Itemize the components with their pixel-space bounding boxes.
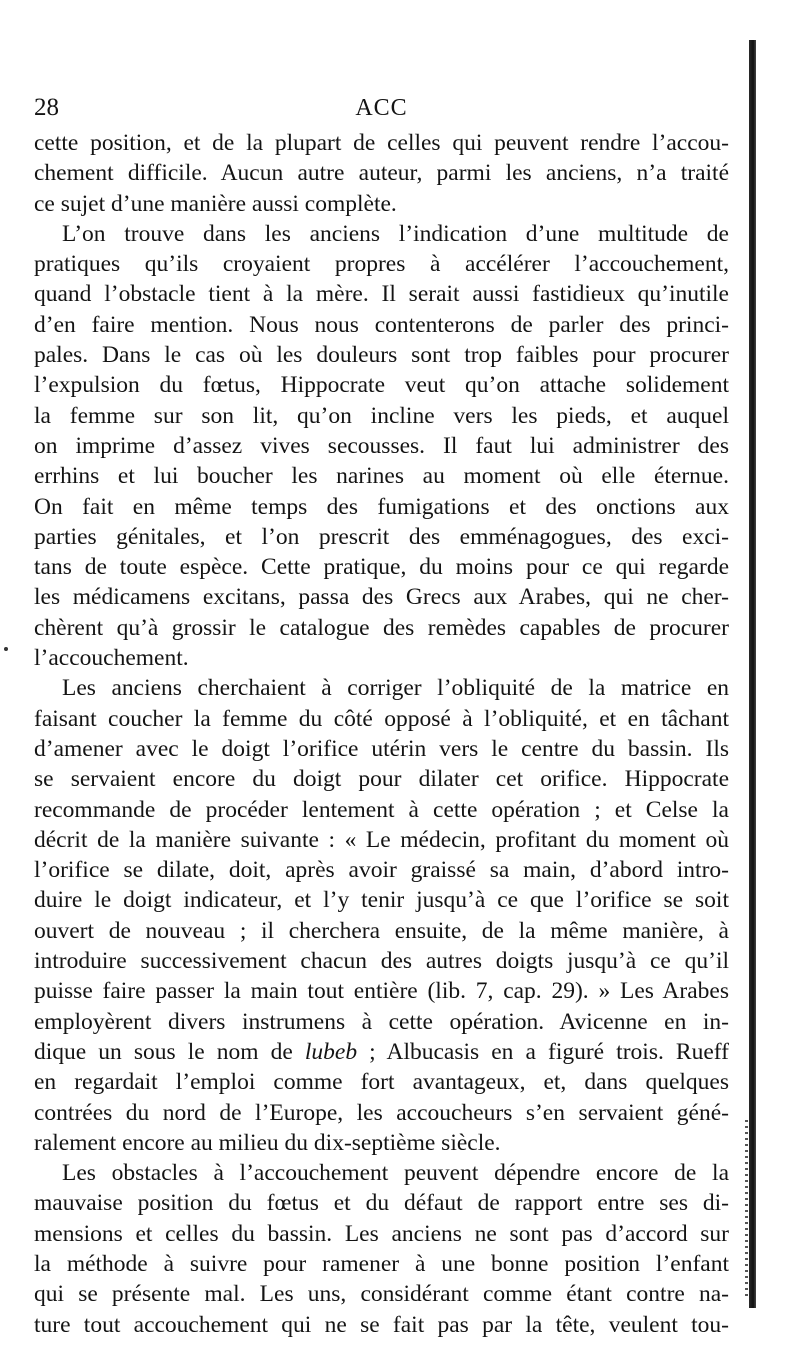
text-line: faisant coucher la femme du côté opposé à l’obliquité, et en tâchant — [34, 705, 729, 732]
text-line: pratiques qu’ils croyaient propres à accélérer l’accouchement, — [34, 251, 729, 278]
body-text — [34, 128, 729, 1340]
text-line: Les anciens cherchaient à corriger l’obliquité de la matrice en — [62, 675, 729, 702]
text-line: puisse faire passer la main tout entière (lib. 7, cap. 29). » Les Arabes — [34, 978, 729, 1005]
paragraph-2 — [34, 219, 729, 673]
text-line: duire le doigt indicateur, et l’y tenir jusqu’à ce que l’orifice se soit — [34, 887, 729, 914]
text-line: quand l’obstacle tient à la mère. Il serait aussi fastidieux qu’inutile — [34, 281, 729, 308]
text-line: en regardait l’emploi comme fort avantageux, et, dans quelques — [34, 1069, 729, 1096]
text-line: parties génitales, et l’on prescrit des emménagogues, des exci- — [34, 523, 729, 550]
text-line: se servaient encore du doigt pour dilater cet orifice. Hippocrate — [34, 766, 729, 793]
text-line: d’amener avec le doigt l’orifice utérin vers le centre du bassin. Ils — [34, 735, 729, 762]
text-line: l’expulsion du fœtus, Hippocrate veut qu’on attache solidement — [34, 372, 729, 399]
text-line: introduire successivement chacun des autres doigts jusqu’à ce qu’il — [34, 948, 729, 975]
text-line: ralement encore au milieu du dix-septième siècle. — [34, 1129, 501, 1156]
text-line: tans de toute espèce. Cette pratique, du moins pour ce qui regarde — [34, 554, 729, 581]
page-header — [34, 90, 729, 126]
text-line: d’en faire mention. Nous nous contenterons de parler des princi- — [34, 311, 729, 338]
text-line: pales. Dans le cas où les douleurs sont trop faibles pour procurer — [34, 342, 729, 369]
text-line: mauvaise position du fœtus et du défaut de rapport entre ses di- — [34, 1190, 729, 1217]
italic-term: lubeb — [304, 1038, 358, 1065]
text-line: l’accouchement. — [34, 645, 189, 672]
running-head: ACC — [355, 95, 408, 121]
scan-dot-mark — [4, 647, 8, 651]
text-line: on imprime d’assez vives secousses. Il faut lui administrer des — [34, 432, 729, 459]
text-line: errhins et lui boucher les narines au moment où elle éternue. — [34, 463, 729, 490]
text-line: L’on trouve dans les anciens l’indication d’une multitude de — [62, 220, 729, 247]
scan-edge-bar — [749, 40, 756, 1308]
text-line: la méthode à suivre pour ramener à une bonne position l’enfant — [34, 1250, 729, 1277]
paragraph-1 — [34, 128, 729, 219]
text-line: l’orifice se dilate, doit, après avoir graissé sa main, d’abord intro- — [34, 857, 729, 884]
text-line: cette position, et de la plupart de celles qui peuvent rendre l’accou- — [34, 130, 729, 156]
paragraph-4 — [34, 1158, 729, 1340]
text-line: ouvert de nouveau ; il cherchera ensuite, de la même manière, à — [34, 917, 729, 944]
text-line: ce sujet d’une manière aussi complète. — [34, 190, 397, 217]
text-line: contrées du nord de l’Europe, les accoucheurs s’en servaient géné- — [34, 1099, 729, 1126]
text-line: mensions et celles du bassin. Les anciens ne sont pas d’accord sur — [34, 1220, 729, 1247]
page-number: 28 — [34, 94, 59, 121]
text-line: recommande de procéder lentement à cette opération ; et Celse la — [34, 796, 729, 823]
text-line: employèrent divers instrumens à cette opération. Avicenne en in- — [34, 1008, 729, 1035]
text-line: Les obstacles à l’accouchement peuvent dépendre encore de la — [62, 1160, 729, 1187]
text-line: les médicamens excitans, passa des Grecs aux Arabes, qui ne cher- — [34, 584, 729, 611]
text-line: décrit de la manière suivante : « Le médecin, profitant du moment où — [34, 826, 729, 853]
text-line: chement difficile. Aucun autre auteur, parmi les anciens, n’a traité — [34, 160, 729, 187]
text-line: chèrent qu’à grossir le catalogue des remèdes capables de procurer — [34, 614, 729, 641]
text-line: dique un sous le nom de lubeb ; Albucasis en a figuré trois. Rueff — [34, 1038, 729, 1065]
paragraph-3 — [34, 673, 729, 1158]
text-line: On fait en même temps des fumigations et des onctions aux — [34, 493, 729, 520]
text-line: la femme sur son lit, qu’on incline vers les pieds, et auquel — [34, 402, 729, 429]
text-line: qui se présente mal. Les uns, considérant comme étant contre na- — [34, 1281, 729, 1308]
text-line: ture tout accouchement qui ne se fait pas par la tête, veulent tou- — [34, 1311, 729, 1338]
